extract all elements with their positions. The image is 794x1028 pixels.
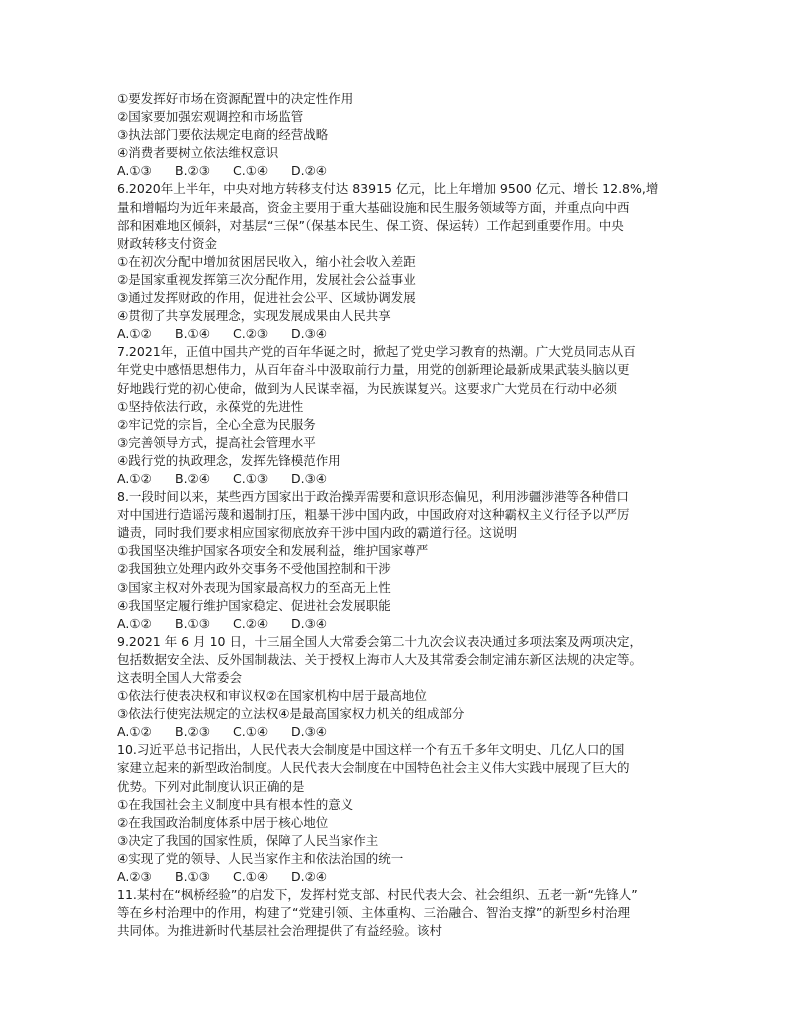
option-line: ①在初次分配中增加贫困居民收入，缩小社会收入差距	[117, 253, 416, 269]
stem-line: 这表明全国人大常委会	[117, 670, 243, 685]
option-line: ③通过发挥财政的作用，促进社会公平、区域协调发展	[117, 290, 416, 306]
answer-choices	[117, 723, 687, 741]
stem-line: 好地践行党的初心使命，做到为人民谋幸福，为民族谋复兴。这要求广大党员在行动中必须	[117, 380, 618, 396]
option-line: ②国家要加强宏观调控和市场监管	[117, 109, 304, 125]
answer-b: B.①③	[175, 869, 210, 885]
answer-c: C.①④	[233, 869, 269, 885]
question-11	[117, 886, 687, 940]
option-line: ④践行党的执政理念，发挥先锋模范作用	[117, 452, 341, 468]
answer-d: D.②④	[291, 163, 328, 179]
stem-line: 部和困难地区倾斜，对基层“三保”（保基本民生、保工资、保运转）工作起到重要作用。中央	[117, 217, 624, 233]
answer-d: D.③④	[291, 615, 328, 631]
answer-b: B.②③	[175, 724, 210, 740]
question-10	[117, 741, 687, 886]
option-line: ①坚持依法行政，永葆党的先进性	[117, 398, 304, 414]
answer-choices	[117, 325, 687, 343]
option-line: ②牢记党的宗旨，全心全意为民服务	[117, 416, 316, 432]
option-line: ①要发挥好市场在资源配置中的决定性作用	[117, 91, 354, 106]
stem-line: 谴责，同时我们要求相应国家彻底放弃干涉中国内政的霸道行径。这说明	[117, 525, 518, 541]
answer-d: D.③④	[291, 470, 328, 486]
option-line: ④实现了党的领导、人民当家作主和依法治国的统一	[117, 850, 404, 866]
stem-line: 共同体。为推进新时代基层社会治理提供了有益经验。该村	[117, 923, 443, 939]
stem-line: 6.2020年上半年，中央对地方转移支付达 83915 亿元，比上年增加 9500 亿元、增长 12.8%,增	[117, 181, 659, 197]
stem-line: 量和增幅均为近年来最高，资金主要用于重大基础设施和民生服务领域等方面，并重点向中西	[117, 199, 630, 215]
stem-line: 10.习近平总书记指出，人民代表大会制度是中国这样一个有五千多年文明史、几亿人口的国	[117, 742, 625, 758]
question-7	[117, 343, 687, 488]
option-line: ④贯彻了共享发展理念，实现发展成果由人民共享	[117, 308, 391, 324]
option-line: ②是国家重视发挥第三次分配作用，发展社会公益事业	[117, 271, 416, 287]
answer-b: B.②③	[175, 163, 210, 179]
option-line: ④我国坚定履行维护国家稳定、促进社会发展职能	[117, 597, 391, 613]
option-line: ②在我国政治制度体系中居于核心地位	[117, 814, 329, 830]
option-line: ①依法行使表决权和审议权②在国家机构中居于最高地位	[117, 688, 427, 704]
answer-c: C.②④	[233, 615, 269, 631]
answer-b: B.②④	[175, 470, 210, 486]
answer-a: A.②③	[117, 869, 152, 885]
option-line: ①在我国社会主义制度中具有根本性的意义	[117, 796, 354, 812]
answer-a: A.①②	[117, 724, 152, 740]
answer-d: D.③④	[291, 724, 328, 740]
answer-a: A.①②	[117, 615, 152, 631]
stem-line: 优势。下列对此制度认识正确的是	[117, 778, 305, 794]
answer-choices	[117, 162, 687, 180]
stem-line: 财政转移支付资金	[117, 235, 218, 251]
question-6	[117, 180, 687, 343]
stem-line: 等在乡村治理中的作用，构建了“党建引领、主体重构、三治融合、智治支撑”的新型乡村治理	[117, 905, 630, 921]
option-line: ③依法行使宪法规定的立法权④是最高国家权力机关的组成部分	[117, 706, 465, 722]
option-line: ③执法部门要依法规定电商的经营战略	[117, 127, 329, 143]
question-9	[117, 633, 687, 742]
option-line: ①我国坚决维护国家各项安全和发展利益，维护国家尊严	[117, 543, 429, 559]
answer-c: C.①④	[233, 163, 269, 179]
option-line: ③国家主权对外表现为国家最高权力的至高无上性	[117, 579, 391, 595]
stem-line: 对中国进行造谣污蔑和遏制打压，粗暴干涉中国内政，中国政府对这种霸权主义行径予以严厉	[117, 507, 630, 523]
answer-c: C.①④	[233, 724, 269, 740]
answer-choices	[117, 868, 687, 886]
stem-line: 8.一段时间以来，某些西方国家出于政治操弄需要和意识形态偏见，利用涉疆涉港等各种借口	[117, 489, 629, 505]
answer-b: B.①④	[175, 326, 210, 342]
answer-choices	[117, 615, 687, 633]
option-line: ③完善领导方式，提高社会管理水平	[117, 434, 316, 450]
answer-a: A.①②	[117, 326, 152, 342]
answer-d: D.③④	[291, 326, 328, 342]
question-5	[117, 90, 687, 180]
option-line: ②我国独立处理内政外交事务不受他国控制和干涉	[117, 561, 391, 577]
stem-line: 包括数据安全法、反外国制裁法、关于授权上海市人大及其常委会制定浦东新区法规的决定等。	[117, 651, 643, 667]
option-line: ③决定了我国的国家性质，保障了人民当家作主	[117, 832, 379, 848]
answer-b: B.①③	[175, 615, 210, 631]
stem-line: 11.某村在“枫桥经验”的启发下，发挥村党支部、村民代表大会、社会组织、五老一新“先锋人”	[117, 887, 638, 903]
answer-c: C.②③	[233, 326, 269, 342]
answer-a: A.①②	[117, 470, 152, 486]
exam-page	[117, 90, 687, 940]
answer-a: A.①③	[117, 163, 152, 179]
stem-line: 家建立起来的新型政治制度。人民代表大会制度在中国特色社会主义伟大实践中展现了巨大的	[117, 760, 630, 776]
stem-line: 9.2021 年 6 月 10 日，十三届全国人大常委会第二十九次会议表决通过多项法案及两项决定，	[117, 633, 642, 649]
option-line: ④消费者要树立依法维权意识	[117, 145, 279, 161]
question-8	[117, 488, 687, 633]
answer-d: D.②④	[291, 869, 328, 885]
answer-choices	[117, 470, 687, 488]
stem-line: 年党史中感悟思想伟力，从百年奋斗中汲取前行力量，用党的创新理论最新成果武装头脑以更	[117, 362, 630, 378]
stem-line: 7.2021年，正值中国共产党的百年华诞之时，掀起了党史学习教育的热潮。广大党员同志从百	[117, 344, 636, 360]
answer-c: C.①③	[233, 470, 269, 486]
